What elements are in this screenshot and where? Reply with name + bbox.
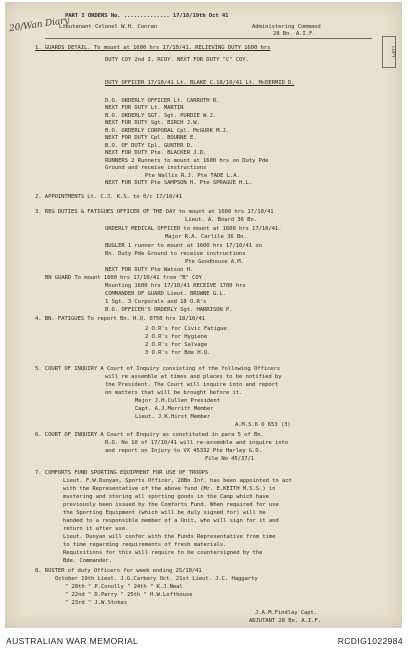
top-line: PART I ORDERS No. .............. 17/18/19th Oct 41 (65, 13, 229, 19)
section-6-b: R.O. No 10 of 17/10/41 will re-assemble and inquire into (105, 440, 288, 446)
roster-row-11: Pte Wallis R.J. Pte TADE L.A. (145, 173, 240, 179)
signature-title: ADJUTANT 28 Bn. A.I.F. (249, 618, 321, 624)
section-8-e: " 23rd " J.W.Stokes (65, 600, 128, 606)
roster-row-5: B.O. ORDERLY CORPORAL Cpl. McGURK M.J. (105, 128, 230, 134)
section-1: 1. GUARDS DETAIL. To mount at 1600 hrs 17/10/41. RELIEVING DUTY 1600 hrs (35, 45, 271, 51)
roster-row-7: B.O. OF DUTY Cpl. GUNTER D. (105, 143, 194, 149)
section-5-f: Capt. A.J.Merritt Member (135, 406, 214, 412)
roster-row-8: NEXT FOR DUTY Pte. BLACKER J.D. (105, 150, 207, 156)
section-3-l: 1 Sgt. 3 Corporals and 18 O.R's (105, 299, 207, 305)
section-6-d: File No 45/37/1 (205, 456, 255, 462)
roster-row-2: NEXT FOR DUTY Lt. MARTIN (105, 105, 184, 111)
unit-line: 28 Bn. A.I.F. (273, 31, 316, 37)
officer-line: Lieutenant Colonel W.H. Conran (59, 24, 158, 30)
section-7: 7. COMFORTS FUND SPORTING EQUIPMENT FOR USE OF TROOPS (35, 470, 209, 476)
section-5-d: on matters that will be brought before it. (105, 390, 243, 396)
fatigue-2: 2 O.R's for Hygiene (145, 334, 208, 340)
section-7-d: mustering and storing all sporting goods in the Camp which have (63, 494, 269, 500)
side-stamp: COPY (382, 36, 396, 68)
section-3-c: ORDERLY MEDICAL OFFICER to mount at 1600 hrs 17/10/41. (105, 226, 282, 232)
section-8-d: " 22nd " D.Perry " 25th " H.W.Lofthouse (65, 592, 193, 598)
section-5: 5. COURT OF INQUIRY A Court of Inquiry consisting of the following Officers (35, 366, 281, 372)
duty-officer-line: DUTY OFFICER 17/10/41 Lt. BLAKE C.18/10/41 Lt. McDERMID D. (105, 80, 295, 86)
section-3-d: Major R.A. Carlile 36 Bn. (165, 234, 247, 240)
section-7-h: return it after use. (63, 526, 129, 532)
section-5-g: Lieut. J.K.Hirst Member (135, 414, 211, 420)
section-3-e: BUGLER 1 runner to mount at 1600 hrs 17/10/41 on (105, 243, 262, 249)
section-8: 8. ROSTER of duty Officers for week ending 25/10/41 (35, 568, 202, 574)
section-7-f: the Sporting Equipment (which will be duly signed for) will be (63, 510, 266, 516)
section-5-c: the President. The Court will inquire into and report (105, 382, 279, 388)
section-2: 2. APPOINTMENTS Lt. C.J. K.S. to 0/c 17/10/41 (35, 194, 183, 200)
roster-row-4: NEXT FOR DUTY Sgt. BIRCH J.W. (105, 120, 200, 126)
section-3-g: Pte Goodhouse A.M. (185, 259, 244, 265)
roster-row-10: Ground and receive instructions (105, 165, 207, 171)
header-rule (45, 38, 372, 39)
section-4: 4. BN. FATIGUES To report Bn. H.Q. 0750 hrs 18/10/41 (35, 316, 205, 322)
footer-left: AUSTRALIAN WAR MEMORIAL (6, 636, 139, 646)
archive-footer (0, 628, 409, 654)
section-3-j: Mounting 1600 hrs 17/10/41 RECEIVE 1700 hrs (105, 283, 246, 289)
section-6-c: and report on Injury to VX 45332 Pte Harley G.D. (105, 448, 262, 454)
signature-name: J.A.M.Findlay Capt. (255, 610, 318, 616)
section-7-e: previously been issued by the Comforts Fund. When required for use (63, 502, 279, 508)
section-3-h: NEXT FOR DUTY Pte Watson H. (105, 267, 194, 273)
roster-row-6: NEXT FOR DUTY Cpl. BOURNE E. (105, 135, 197, 141)
handwritten-note: 20/Wan Diary (8, 15, 71, 35)
section-6: 6. COURT OF INQUIRY A Court of Enquiry as constituted in para 5 of Bn. (35, 432, 264, 438)
roster-row-1: D.O. ORDERLY OFFICER Lt. CARRUTH R. (105, 98, 220, 104)
section-7-c: with the Representative of the above fund (Mr. E.KEITH M.S.S.) in (63, 486, 276, 492)
section-5-h: A.M.S.6 O 653 (3) (235, 422, 291, 428)
section-8-b: October 19th Lieut. J.G.Carbery Oct. 21st Lieut. J.C. Haggarty (55, 576, 258, 582)
role-line: Administering Command (252, 24, 321, 30)
section-7-g: handed to a responsible member of a Unit, who will sign for it and (63, 518, 279, 524)
section-3-i: BN GUARD To mount 1600 hrs 17/10/41 from "B" COY (45, 275, 202, 281)
section-5-e: Major J.H.Cullen President (135, 398, 220, 404)
fatigue-1: 2 O.R's for Civic Fatigue (145, 326, 227, 332)
section-7-i: Lieut. Dunyan will confer with the Funds Representative from time (63, 534, 276, 540)
fatigue-4: 3 O.R's for Bde H.Q. (145, 350, 211, 356)
section-7-k: Requisitions for this will require to be countersigned by the (63, 550, 263, 556)
section-8-c: " 20th " P.Conolly " 24th " K.J.Neal (65, 584, 183, 590)
section-3-b: Lieut. A. Board 36 Bn. (185, 217, 257, 223)
section-3-m: B.O. OFFICER'S ORDERLY Sgt. HARRISON P. (105, 307, 233, 313)
section-3-f: Bn. Duty Pde Ground to receive instructions (105, 251, 246, 257)
fatigue-3: 2 O.R's for Salvage (145, 342, 208, 348)
section-7-b: Lieut. F.W.Dunyan, Sports Officer, 28Bn Inf. has been appointed to act (63, 478, 292, 484)
section-1-b: DUTY COY 2nd I. RCOY. NEXT FOR DUTY "C" COY. (105, 57, 249, 63)
section-7-l: Bde. Commander. (63, 558, 113, 564)
section-3: 3. REG DUTIES & FATIGUES OFFICER OF THE DAY to mount at 1600 hrs 17/10/41 (35, 209, 274, 215)
section-3-k: COMMANDER OF GUARD Lieut. BROWNE G.L. (105, 291, 226, 297)
roster-row-3: B.O. ORDERLY SGT. Sgt. PURDIE W.J. (105, 113, 217, 119)
roster-row-12: NEXT FOR DUTY Pte SAMPSON H. Pte SPRAGUE H.L. (105, 180, 253, 186)
roster-row-9: RUNNERS 2 Runners to mount at 1600 hrs on Duty Pde (105, 158, 269, 164)
footer-right: RCDIG1022984 (337, 636, 403, 646)
section-5-b: will re assemble at times and places to be notified by (105, 374, 282, 380)
section-7-j: to time regarding requirements of fresh materials. (63, 542, 227, 548)
document-sheet (5, 2, 402, 628)
